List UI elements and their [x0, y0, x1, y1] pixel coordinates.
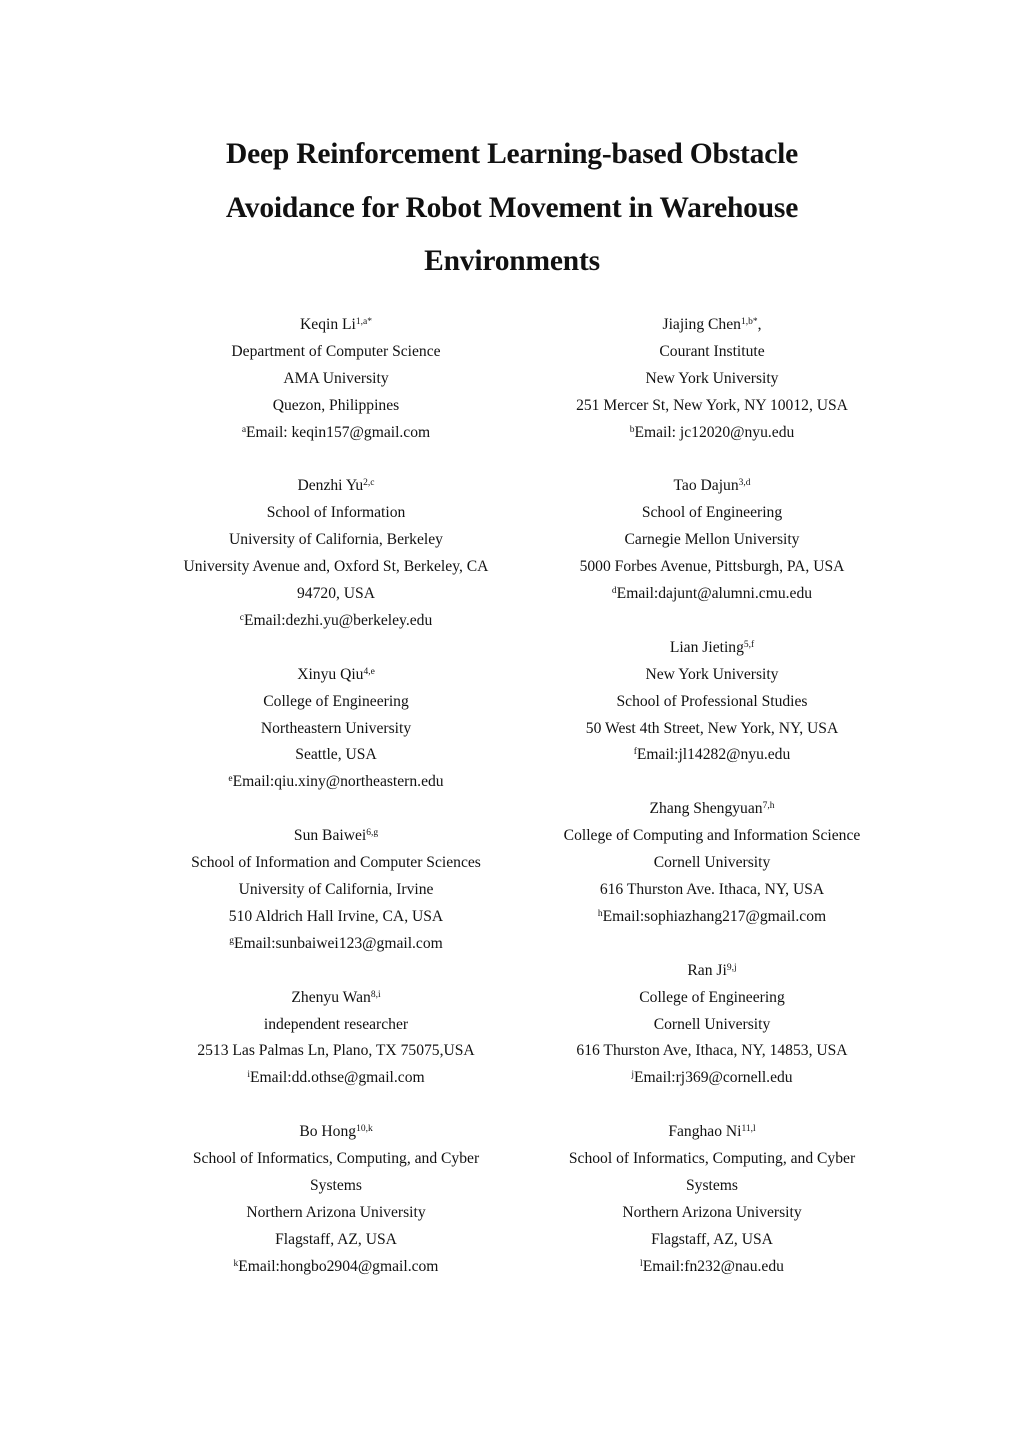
email-mark: e — [228, 774, 233, 785]
author-affiliation-mark: 9,j — [726, 962, 737, 973]
author-email-line — [544, 904, 880, 931]
author-email-line — [168, 1065, 504, 1092]
title-line: Environments — [424, 245, 600, 277]
affiliation-line: New York University — [645, 665, 779, 683]
author-name: Keqin Li — [300, 316, 356, 333]
author-name-line — [544, 796, 880, 823]
block-spacer — [168, 1092, 504, 1119]
author-affiliation-mark: 1,b* — [740, 316, 758, 327]
author-affiliation-mark: 4,e — [363, 666, 375, 677]
block-spacer — [168, 635, 504, 662]
author-email: Email: keqin157@gmail.com — [246, 423, 431, 441]
affiliation-line: Seattle, USA — [295, 746, 377, 764]
author-name: Xinyu Qiu — [297, 665, 364, 683]
author-email: Email:dd.othse@gmail.com — [250, 1069, 425, 1087]
affiliation-line: Flagstaff, AZ, USA — [651, 1230, 773, 1248]
author-email-line — [168, 769, 504, 796]
author-affiliation-mark: 10,k — [356, 1123, 373, 1134]
email-mark: k — [233, 1258, 239, 1269]
author-block — [168, 1119, 504, 1280]
affiliation-line: Systems — [310, 1176, 362, 1194]
affiliation-line: 5000 Forbes Avenue, Pittsburgh, PA, USA — [579, 558, 845, 576]
affiliation-line: School of Information — [266, 504, 406, 522]
author-email-line — [544, 420, 880, 447]
affiliation-line: 251 Mercer St, New York, NY 10012, USA — [576, 396, 848, 414]
author-block — [544, 635, 880, 770]
title-line: Avoidance for Robot Movement in Warehouse — [225, 191, 799, 224]
email-mark: j — [631, 1070, 635, 1081]
title-line: Deep Reinforcement Learning-based Obstacle — [226, 138, 798, 170]
author-name-line — [168, 985, 504, 1012]
author-block — [168, 985, 504, 1093]
block-spacer — [544, 769, 880, 796]
author-name: Tao Dajun — [673, 477, 739, 495]
author-affiliation-mark: 8,i — [370, 989, 381, 1000]
author-affiliation-mark: 6,g — [366, 827, 379, 838]
affiliation-line: Carnegie Mellon University — [624, 531, 800, 549]
author-name: Denzhi Yu — [297, 477, 364, 495]
author-email-line — [544, 742, 880, 769]
author-affiliation-mark: 1,a* — [355, 316, 372, 327]
author-email-line — [168, 420, 504, 447]
author-name-line — [544, 473, 880, 500]
affiliation-line: 50 West 4th Street, New York, NY, USA — [585, 719, 839, 737]
affiliation-line: School of Informatics, Computing, and Cyber — [192, 1150, 480, 1168]
affiliation-line: Northern Arizona University — [246, 1203, 426, 1221]
author-email-line — [544, 1254, 880, 1281]
author-block — [544, 312, 880, 447]
affiliation-line: Cornell University — [653, 854, 771, 872]
author-name: Ran Ji — [687, 961, 727, 979]
affiliation-line: College of Engineering — [639, 988, 785, 1006]
block-spacer — [544, 1092, 880, 1119]
author-email: Email:fn232@nau.edu — [642, 1257, 784, 1275]
affiliation-line: University of California, Berkeley — [229, 531, 443, 549]
author-email-line — [544, 1065, 880, 1092]
author-email: Email:dezhi.yu@berkeley.edu — [243, 611, 433, 629]
block-spacer — [168, 447, 504, 474]
email-mark: h — [597, 908, 603, 919]
affiliation-line: Systems — [686, 1176, 738, 1194]
affiliation-line: College of Engineering — [263, 692, 409, 710]
email-mark: i — [247, 1070, 251, 1081]
author-name-line — [168, 473, 504, 500]
author-name-line — [544, 958, 880, 985]
email-mark: l — [640, 1258, 643, 1269]
author-name: Fanghao Ni — [668, 1123, 742, 1141]
block-spacer — [168, 958, 504, 985]
author-block — [544, 796, 880, 931]
author-name: Zhenyu Wan — [291, 988, 371, 1006]
affiliation-line: School of Informatics, Computing, and Cyber — [568, 1150, 856, 1168]
author-block — [168, 823, 504, 958]
author-affiliation-mark: 5,f — [743, 639, 755, 650]
block-spacer — [168, 796, 504, 823]
affiliation-line: Flagstaff, AZ, USA — [275, 1230, 397, 1248]
affiliation-line: School of Engineering — [641, 504, 783, 522]
block-spacer — [544, 931, 880, 958]
paper-title — [0, 128, 1024, 289]
author-name-suffix: , — [757, 316, 762, 333]
affiliation-line: 510 Aldrich Hall Irvine, CA, USA — [228, 907, 444, 925]
affiliation-line: independent researcher — [263, 1015, 409, 1033]
email-mark: g — [229, 935, 234, 946]
affiliation-line: School of Professional Studies — [616, 692, 808, 710]
affiliation-line: New York University — [645, 369, 779, 387]
author-email: Email:hongbo2904@gmail.com — [238, 1257, 439, 1275]
author-block — [168, 473, 504, 634]
author-email-line — [168, 1254, 504, 1281]
author-name: Jiajing Chen — [662, 316, 741, 333]
author-name: Sun Baiwei — [293, 827, 367, 845]
affiliation-line: Cornell University — [653, 1015, 771, 1033]
author-name-line — [168, 1119, 504, 1146]
email-mark: b — [629, 424, 635, 435]
affiliation-line: Northeastern University — [260, 719, 412, 737]
author-email: Email:sunbaiwei123@gmail.com — [233, 934, 443, 952]
block-spacer — [544, 447, 880, 474]
affiliation-line: School of Information and Computer Sciences — [191, 854, 481, 872]
author-name-line — [544, 635, 880, 662]
author-name: Bo Hong — [299, 1123, 357, 1141]
author-block — [544, 958, 880, 1093]
affiliation-line: College of Computing and Information Science — [563, 827, 861, 845]
author-block — [544, 1119, 880, 1280]
affiliation-line: University Avenue and, Oxford St, Berkeley, CA — [183, 558, 489, 576]
author-email: Email:qiu.xiny@northeastern.edu — [232, 773, 444, 791]
affiliation-line: Department of Computer Science — [231, 342, 441, 360]
right-author-column — [544, 312, 880, 1281]
author-name-line — [168, 662, 504, 689]
author-affiliation-mark: 7,h — [762, 801, 775, 812]
author-affiliation-mark: 3,d — [738, 478, 751, 489]
author-block — [168, 662, 504, 797]
email-mark: c — [239, 612, 244, 623]
author-block — [168, 312, 504, 447]
author-name: Lian Jieting — [669, 638, 744, 656]
author-name-line — [544, 1119, 880, 1146]
author-block — [544, 473, 880, 608]
author-affiliation-mark: 11,l — [741, 1123, 756, 1134]
affiliation-line: Northern Arizona University — [622, 1203, 802, 1221]
author-name-line — [168, 312, 504, 339]
affiliation-line: Courant Institute — [659, 342, 765, 360]
affiliation-line: 616 Thurston Ave. Ithaca, NY, USA — [599, 880, 825, 898]
email-mark: a — [241, 424, 247, 435]
email-mark: f — [633, 747, 637, 758]
affiliation-line: Quezon, Philippines — [272, 396, 400, 414]
author-email-line — [168, 931, 504, 958]
affiliation-line: 94720, USA — [297, 585, 375, 603]
author-affiliation-mark: 2,c — [363, 478, 375, 489]
block-spacer — [544, 608, 880, 635]
affiliation-line: 616 Thurston Ave, Ithaca, NY, 14853, USA — [576, 1042, 848, 1060]
author-email: Email:sophiazhang217@gmail.com — [602, 907, 827, 925]
affiliation-line: AMA University — [283, 369, 389, 387]
author-name-line — [168, 823, 504, 850]
author-name: Zhang Shengyuan — [649, 800, 763, 818]
affiliation-line: University of California, Irvine — [238, 880, 434, 898]
author-email: Email:dajunt@alumni.cmu.edu — [616, 585, 813, 603]
author-email: Email: jc12020@nyu.edu — [634, 423, 795, 441]
author-email-line — [168, 608, 504, 635]
email-mark: d — [611, 585, 617, 596]
author-email: Email:rj369@cornell.edu — [634, 1069, 793, 1087]
affiliation-line: 2513 Las Palmas Ln, Plano, TX 75075,USA — [197, 1042, 475, 1060]
left-author-column — [168, 312, 504, 1281]
author-email: Email:jl14282@nyu.edu — [636, 746, 791, 764]
author-name-line — [544, 312, 880, 339]
author-email-line — [544, 581, 880, 608]
